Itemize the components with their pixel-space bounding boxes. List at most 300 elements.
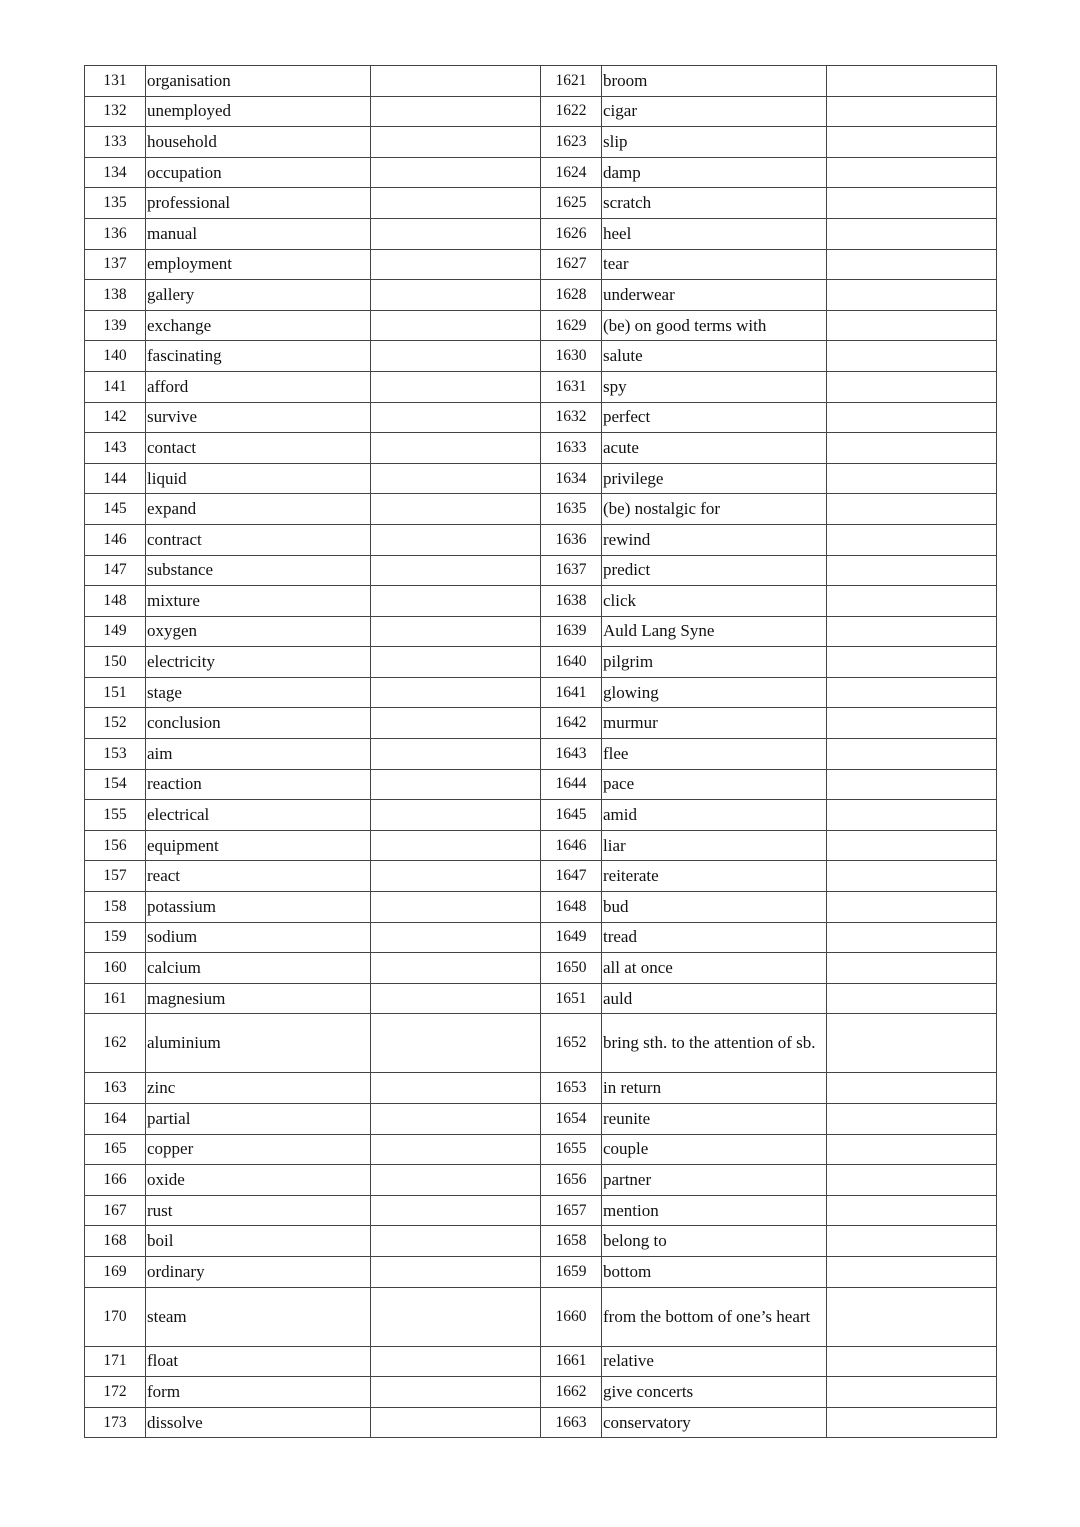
table-row xyxy=(85,677,997,708)
left-answer-cell xyxy=(371,524,541,555)
table-row xyxy=(85,310,997,341)
left-word-cell: electricity xyxy=(146,647,371,678)
right-word-cell: privilege xyxy=(602,463,827,494)
left-answer-cell xyxy=(371,586,541,617)
right-answer-cell xyxy=(827,616,997,647)
table-row xyxy=(85,524,997,555)
left-answer-cell xyxy=(371,341,541,372)
right-word-cell: (be) on good terms with xyxy=(602,310,827,341)
right-word-cell: murmur xyxy=(602,708,827,739)
right-answer-cell xyxy=(827,1134,997,1165)
left-word-cell: expand xyxy=(146,494,371,525)
left-number-cell: 135 xyxy=(85,188,146,219)
left-word-cell: electrical xyxy=(146,800,371,831)
left-number-cell: 149 xyxy=(85,616,146,647)
table-row xyxy=(85,1377,997,1408)
left-number-cell: 152 xyxy=(85,708,146,739)
left-word-cell: sodium xyxy=(146,922,371,953)
table-row xyxy=(85,861,997,892)
left-word-cell: professional xyxy=(146,188,371,219)
left-number-cell: 166 xyxy=(85,1165,146,1196)
left-answer-cell xyxy=(371,127,541,158)
right-word-cell: predict xyxy=(602,555,827,586)
table-row xyxy=(85,371,997,402)
right-answer-cell xyxy=(827,586,997,617)
left-number-cell: 162 xyxy=(85,1014,146,1073)
right-answer-cell xyxy=(827,861,997,892)
right-answer-cell xyxy=(827,800,997,831)
right-number-cell: 1646 xyxy=(541,830,602,861)
right-number-cell: 1655 xyxy=(541,1134,602,1165)
table-row xyxy=(85,1165,997,1196)
vocabulary-table xyxy=(84,65,997,1438)
left-word-cell: fascinating xyxy=(146,341,371,372)
left-number-cell: 159 xyxy=(85,922,146,953)
left-answer-cell xyxy=(371,1134,541,1165)
left-number-cell: 157 xyxy=(85,861,146,892)
right-answer-cell xyxy=(827,1165,997,1196)
left-word-cell: unemployed xyxy=(146,96,371,127)
right-number-cell: 1642 xyxy=(541,708,602,739)
left-word-cell: organisation xyxy=(146,66,371,97)
right-number-cell: 1634 xyxy=(541,463,602,494)
table-row xyxy=(85,218,997,249)
table-row xyxy=(85,433,997,464)
right-word-cell: bottom xyxy=(602,1256,827,1287)
left-word-cell: rust xyxy=(146,1195,371,1226)
right-number-cell: 1653 xyxy=(541,1073,602,1104)
table-row xyxy=(85,1256,997,1287)
left-number-cell: 141 xyxy=(85,371,146,402)
left-number-cell: 156 xyxy=(85,830,146,861)
left-word-cell: afford xyxy=(146,371,371,402)
left-word-cell: potassium xyxy=(146,892,371,923)
right-number-cell: 1640 xyxy=(541,647,602,678)
right-answer-cell xyxy=(827,280,997,311)
right-number-cell: 1654 xyxy=(541,1104,602,1135)
right-word-cell: from the bottom of one’s heart xyxy=(602,1287,827,1346)
right-answer-cell xyxy=(827,188,997,219)
left-number-cell: 155 xyxy=(85,800,146,831)
left-number-cell: 134 xyxy=(85,157,146,188)
vocabulary-sheet xyxy=(84,65,996,1438)
right-answer-cell xyxy=(827,402,997,433)
right-number-cell: 1621 xyxy=(541,66,602,97)
right-word-cell: belong to xyxy=(602,1226,827,1257)
left-word-cell: react xyxy=(146,861,371,892)
table-row xyxy=(85,647,997,678)
left-answer-cell xyxy=(371,218,541,249)
right-number-cell: 1645 xyxy=(541,800,602,831)
left-number-cell: 139 xyxy=(85,310,146,341)
left-word-cell: aluminium xyxy=(146,1014,371,1073)
left-word-cell: partial xyxy=(146,1104,371,1135)
right-number-cell: 1638 xyxy=(541,586,602,617)
left-word-cell: exchange xyxy=(146,310,371,341)
right-number-cell: 1639 xyxy=(541,616,602,647)
left-word-cell: contract xyxy=(146,524,371,555)
left-answer-cell xyxy=(371,769,541,800)
left-word-cell: oxide xyxy=(146,1165,371,1196)
left-answer-cell xyxy=(371,1226,541,1257)
right-word-cell: give concerts xyxy=(602,1377,827,1408)
left-number-cell: 153 xyxy=(85,739,146,770)
right-word-cell: pace xyxy=(602,769,827,800)
table-row xyxy=(85,1134,997,1165)
right-answer-cell xyxy=(827,677,997,708)
left-word-cell: form xyxy=(146,1377,371,1408)
table-row xyxy=(85,494,997,525)
table-row xyxy=(85,66,997,97)
right-number-cell: 1624 xyxy=(541,157,602,188)
table-row xyxy=(85,341,997,372)
left-number-cell: 147 xyxy=(85,555,146,586)
table-row xyxy=(85,1346,997,1377)
left-answer-cell xyxy=(371,800,541,831)
right-answer-cell xyxy=(827,1377,997,1408)
right-number-cell: 1628 xyxy=(541,280,602,311)
table-row xyxy=(85,739,997,770)
table-row xyxy=(85,1195,997,1226)
right-answer-cell xyxy=(827,127,997,158)
left-answer-cell xyxy=(371,953,541,984)
left-word-cell: occupation xyxy=(146,157,371,188)
left-number-cell: 169 xyxy=(85,1256,146,1287)
right-word-cell: in return xyxy=(602,1073,827,1104)
right-word-cell: rewind xyxy=(602,524,827,555)
right-answer-cell xyxy=(827,1195,997,1226)
left-answer-cell xyxy=(371,861,541,892)
left-word-cell: oxygen xyxy=(146,616,371,647)
left-answer-cell xyxy=(371,1014,541,1073)
right-word-cell: broom xyxy=(602,66,827,97)
right-number-cell: 1622 xyxy=(541,96,602,127)
table-row xyxy=(85,1073,997,1104)
table-row xyxy=(85,769,997,800)
left-answer-cell xyxy=(371,1195,541,1226)
right-word-cell: reunite xyxy=(602,1104,827,1135)
right-answer-cell xyxy=(827,494,997,525)
left-number-cell: 136 xyxy=(85,218,146,249)
right-word-cell: pilgrim xyxy=(602,647,827,678)
left-answer-cell xyxy=(371,708,541,739)
right-answer-cell xyxy=(827,1256,997,1287)
left-number-cell: 137 xyxy=(85,249,146,280)
right-number-cell: 1633 xyxy=(541,433,602,464)
right-answer-cell xyxy=(827,922,997,953)
left-number-cell: 140 xyxy=(85,341,146,372)
left-number-cell: 172 xyxy=(85,1377,146,1408)
right-answer-cell xyxy=(827,1226,997,1257)
right-number-cell: 1630 xyxy=(541,341,602,372)
table-row xyxy=(85,800,997,831)
left-number-cell: 161 xyxy=(85,983,146,1014)
right-word-cell: bring sth. to the attention of sb. xyxy=(602,1014,827,1073)
right-answer-cell xyxy=(827,769,997,800)
left-number-cell: 154 xyxy=(85,769,146,800)
left-word-cell: substance xyxy=(146,555,371,586)
right-number-cell: 1661 xyxy=(541,1346,602,1377)
right-number-cell: 1649 xyxy=(541,922,602,953)
right-answer-cell xyxy=(827,157,997,188)
right-number-cell: 1659 xyxy=(541,1256,602,1287)
table-row xyxy=(85,1287,997,1346)
left-number-cell: 143 xyxy=(85,433,146,464)
table-row xyxy=(85,830,997,861)
left-word-cell: reaction xyxy=(146,769,371,800)
left-answer-cell xyxy=(371,280,541,311)
table-row xyxy=(85,402,997,433)
left-number-cell: 163 xyxy=(85,1073,146,1104)
left-answer-cell xyxy=(371,1073,541,1104)
left-word-cell: gallery xyxy=(146,280,371,311)
right-number-cell: 1644 xyxy=(541,769,602,800)
left-number-cell: 131 xyxy=(85,66,146,97)
right-word-cell: partner xyxy=(602,1165,827,1196)
left-answer-cell xyxy=(371,647,541,678)
left-number-cell: 168 xyxy=(85,1226,146,1257)
right-number-cell: 1663 xyxy=(541,1407,602,1438)
table-row xyxy=(85,892,997,923)
right-number-cell: 1635 xyxy=(541,494,602,525)
right-answer-cell xyxy=(827,341,997,372)
left-word-cell: float xyxy=(146,1346,371,1377)
right-word-cell: glowing xyxy=(602,677,827,708)
left-word-cell: calcium xyxy=(146,953,371,984)
left-number-cell: 148 xyxy=(85,586,146,617)
right-word-cell: amid xyxy=(602,800,827,831)
table-row xyxy=(85,586,997,617)
right-answer-cell xyxy=(827,1073,997,1104)
left-number-cell: 132 xyxy=(85,96,146,127)
left-number-cell: 138 xyxy=(85,280,146,311)
left-word-cell: copper xyxy=(146,1134,371,1165)
right-word-cell: all at once xyxy=(602,953,827,984)
left-number-cell: 145 xyxy=(85,494,146,525)
right-answer-cell xyxy=(827,739,997,770)
right-word-cell: tear xyxy=(602,249,827,280)
right-answer-cell xyxy=(827,524,997,555)
right-word-cell: auld xyxy=(602,983,827,1014)
left-answer-cell xyxy=(371,1287,541,1346)
table-row xyxy=(85,1014,997,1073)
left-answer-cell xyxy=(371,371,541,402)
left-word-cell: mixture xyxy=(146,586,371,617)
vocabulary-table-body xyxy=(85,66,997,1438)
right-answer-cell xyxy=(827,708,997,739)
left-answer-cell xyxy=(371,677,541,708)
left-number-cell: 150 xyxy=(85,647,146,678)
left-word-cell: boil xyxy=(146,1226,371,1257)
right-word-cell: slip xyxy=(602,127,827,158)
right-answer-cell xyxy=(827,1346,997,1377)
left-word-cell: aim xyxy=(146,739,371,770)
right-number-cell: 1632 xyxy=(541,402,602,433)
table-row xyxy=(85,983,997,1014)
left-answer-cell xyxy=(371,66,541,97)
right-answer-cell xyxy=(827,249,997,280)
right-word-cell: reiterate xyxy=(602,861,827,892)
right-number-cell: 1626 xyxy=(541,218,602,249)
table-row xyxy=(85,922,997,953)
right-word-cell: tread xyxy=(602,922,827,953)
right-number-cell: 1650 xyxy=(541,953,602,984)
right-number-cell: 1623 xyxy=(541,127,602,158)
left-answer-cell xyxy=(371,157,541,188)
table-row xyxy=(85,157,997,188)
left-answer-cell xyxy=(371,1407,541,1438)
right-word-cell: scratch xyxy=(602,188,827,219)
left-answer-cell xyxy=(371,310,541,341)
left-answer-cell xyxy=(371,433,541,464)
right-word-cell: couple xyxy=(602,1134,827,1165)
table-row xyxy=(85,188,997,219)
right-answer-cell xyxy=(827,1407,997,1438)
table-row xyxy=(85,249,997,280)
right-number-cell: 1637 xyxy=(541,555,602,586)
left-number-cell: 158 xyxy=(85,892,146,923)
right-answer-cell xyxy=(827,555,997,586)
table-row xyxy=(85,127,997,158)
left-word-cell: equipment xyxy=(146,830,371,861)
left-word-cell: steam xyxy=(146,1287,371,1346)
right-word-cell: underwear xyxy=(602,280,827,311)
right-answer-cell xyxy=(827,371,997,402)
right-word-cell: heel xyxy=(602,218,827,249)
left-word-cell: household xyxy=(146,127,371,158)
right-word-cell: relative xyxy=(602,1346,827,1377)
right-word-cell: (be) nostalgic for xyxy=(602,494,827,525)
left-answer-cell xyxy=(371,1165,541,1196)
left-answer-cell xyxy=(371,1377,541,1408)
left-answer-cell xyxy=(371,983,541,1014)
right-number-cell: 1652 xyxy=(541,1014,602,1073)
left-number-cell: 170 xyxy=(85,1287,146,1346)
right-number-cell: 1641 xyxy=(541,677,602,708)
left-word-cell: zinc xyxy=(146,1073,371,1104)
left-number-cell: 146 xyxy=(85,524,146,555)
left-answer-cell xyxy=(371,463,541,494)
left-word-cell: employment xyxy=(146,249,371,280)
left-number-cell: 160 xyxy=(85,953,146,984)
right-number-cell: 1631 xyxy=(541,371,602,402)
right-number-cell: 1627 xyxy=(541,249,602,280)
left-answer-cell xyxy=(371,249,541,280)
left-answer-cell xyxy=(371,1256,541,1287)
right-answer-cell xyxy=(827,1104,997,1135)
left-word-cell: stage xyxy=(146,677,371,708)
table-row xyxy=(85,280,997,311)
right-number-cell: 1657 xyxy=(541,1195,602,1226)
right-word-cell: cigar xyxy=(602,96,827,127)
left-number-cell: 167 xyxy=(85,1195,146,1226)
table-row xyxy=(85,1104,997,1135)
right-answer-cell xyxy=(827,433,997,464)
left-answer-cell xyxy=(371,892,541,923)
left-word-cell: survive xyxy=(146,402,371,433)
left-answer-cell xyxy=(371,96,541,127)
left-answer-cell xyxy=(371,1346,541,1377)
right-number-cell: 1662 xyxy=(541,1377,602,1408)
right-number-cell: 1658 xyxy=(541,1226,602,1257)
left-answer-cell xyxy=(371,555,541,586)
right-number-cell: 1647 xyxy=(541,861,602,892)
right-word-cell: mention xyxy=(602,1195,827,1226)
left-answer-cell xyxy=(371,922,541,953)
right-answer-cell xyxy=(827,830,997,861)
right-word-cell: liar xyxy=(602,830,827,861)
right-word-cell: salute xyxy=(602,341,827,372)
right-answer-cell xyxy=(827,463,997,494)
right-word-cell: click xyxy=(602,586,827,617)
left-number-cell: 164 xyxy=(85,1104,146,1135)
right-word-cell: flee xyxy=(602,739,827,770)
left-number-cell: 165 xyxy=(85,1134,146,1165)
table-row xyxy=(85,1407,997,1438)
left-answer-cell xyxy=(371,739,541,770)
table-row xyxy=(85,555,997,586)
left-word-cell: liquid xyxy=(146,463,371,494)
left-answer-cell xyxy=(371,616,541,647)
left-word-cell: dissolve xyxy=(146,1407,371,1438)
right-answer-cell xyxy=(827,66,997,97)
left-number-cell: 151 xyxy=(85,677,146,708)
right-number-cell: 1636 xyxy=(541,524,602,555)
left-word-cell: conclusion xyxy=(146,708,371,739)
left-answer-cell xyxy=(371,830,541,861)
table-row xyxy=(85,96,997,127)
left-number-cell: 133 xyxy=(85,127,146,158)
table-row xyxy=(85,616,997,647)
left-number-cell: 173 xyxy=(85,1407,146,1438)
right-answer-cell xyxy=(827,96,997,127)
left-answer-cell xyxy=(371,402,541,433)
left-answer-cell xyxy=(371,494,541,525)
right-word-cell: acute xyxy=(602,433,827,464)
right-number-cell: 1651 xyxy=(541,983,602,1014)
table-row xyxy=(85,1226,997,1257)
table-row xyxy=(85,463,997,494)
right-answer-cell xyxy=(827,310,997,341)
right-word-cell: conservatory xyxy=(602,1407,827,1438)
right-answer-cell xyxy=(827,892,997,923)
left-answer-cell xyxy=(371,188,541,219)
right-answer-cell xyxy=(827,983,997,1014)
right-number-cell: 1660 xyxy=(541,1287,602,1346)
right-word-cell: damp xyxy=(602,157,827,188)
left-number-cell: 171 xyxy=(85,1346,146,1377)
table-row xyxy=(85,708,997,739)
right-word-cell: spy xyxy=(602,371,827,402)
table-row xyxy=(85,953,997,984)
left-number-cell: 142 xyxy=(85,402,146,433)
right-answer-cell xyxy=(827,1287,997,1346)
right-number-cell: 1648 xyxy=(541,892,602,923)
left-number-cell: 144 xyxy=(85,463,146,494)
right-number-cell: 1656 xyxy=(541,1165,602,1196)
right-word-cell: bud xyxy=(602,892,827,923)
right-answer-cell xyxy=(827,953,997,984)
right-answer-cell xyxy=(827,647,997,678)
right-number-cell: 1625 xyxy=(541,188,602,219)
left-word-cell: manual xyxy=(146,218,371,249)
left-word-cell: contact xyxy=(146,433,371,464)
right-word-cell: perfect xyxy=(602,402,827,433)
left-word-cell: magnesium xyxy=(146,983,371,1014)
right-number-cell: 1643 xyxy=(541,739,602,770)
right-word-cell: Auld Lang Syne xyxy=(602,616,827,647)
left-word-cell: ordinary xyxy=(146,1256,371,1287)
